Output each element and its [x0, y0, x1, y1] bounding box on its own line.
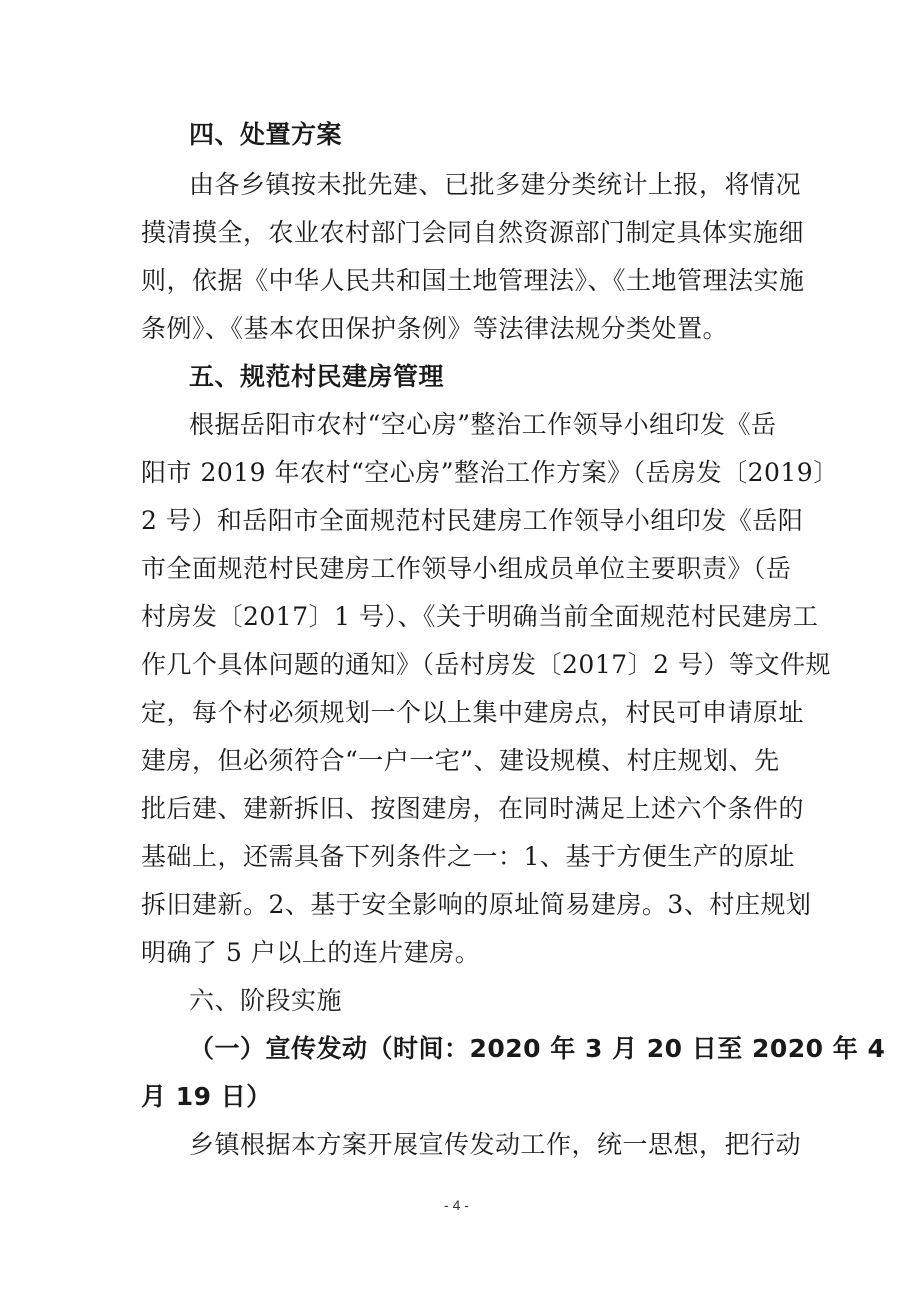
- paragraph-line: 则，依据《中华人民共和国土地管理法》、《土地管理法实施: [141, 266, 805, 295]
- paragraph-line: 2 号）和岳阳市全面规范村民建房工作领导小组印发《岳阳: [141, 506, 804, 535]
- paragraph-line: 基础上，还需具备下列条件之一：1、基于方便生产的原址: [141, 842, 795, 871]
- paragraph-line: 定，每个村必须规划一个以上集中建房点，村民可申请原址: [141, 698, 805, 727]
- paragraph-line: 市全面规范村民建房工作领导小组成员单位主要职责》（岳: [141, 554, 792, 583]
- paragraph-line: 明确了 5 户以上的连片建房。: [141, 938, 481, 967]
- section-heading-6: 六、阶段实施: [189, 986, 343, 1015]
- paragraph-line: 摸清摸全，农业农村部门会同自然资源部门制定具体实施细: [141, 218, 805, 247]
- paragraph-line: 由各乡镇按未批先建、已批多建分类统计上报，将情况: [189, 170, 802, 199]
- paragraph-line: 村房发〔2017〕1 号）、《关于明确当前全面规范村民建房工: [141, 602, 819, 631]
- subsection-heading-cont: 月 19 日）: [141, 1082, 272, 1111]
- paragraph-line: 拆旧建新。2、基于安全影响的原址简易建房。3、村庄规划: [141, 890, 812, 919]
- paragraph-line: 根据岳阳市农村“空心房”整治工作领导小组印发《岳: [189, 410, 777, 439]
- paragraph-line: 作几个具体问题的通知》（岳村房发〔2017〕2 号）等文件规: [141, 650, 831, 679]
- paragraph-line: 乡镇根据本方案开展宣传发动工作，统一思想，把行动: [189, 1130, 802, 1159]
- paragraph-line: 阳市 2019 年农村“空心房”整治工作方案》（岳房发〔2019〕: [141, 458, 839, 487]
- subsection-heading: （一）宣传发动（时间：2020 年 3 月 20 日至 2020 年 4: [189, 1034, 886, 1063]
- paragraph-line: 条例》、《基本农田保护条例》等法律法规分类处置。: [141, 314, 729, 343]
- page-number: - 4 -: [444, 1197, 469, 1213]
- section-heading-4: 四、处置方案: [189, 120, 343, 149]
- section-heading-5: 五、规范村民建房管理: [189, 362, 445, 391]
- paragraph-line: 建房，但必须符合“一户一宅”、建设规模、村庄规划、先: [141, 746, 780, 775]
- paragraph-line: 批后建、建新拆旧、按图建房，在同时满足上述六个条件的: [141, 794, 805, 823]
